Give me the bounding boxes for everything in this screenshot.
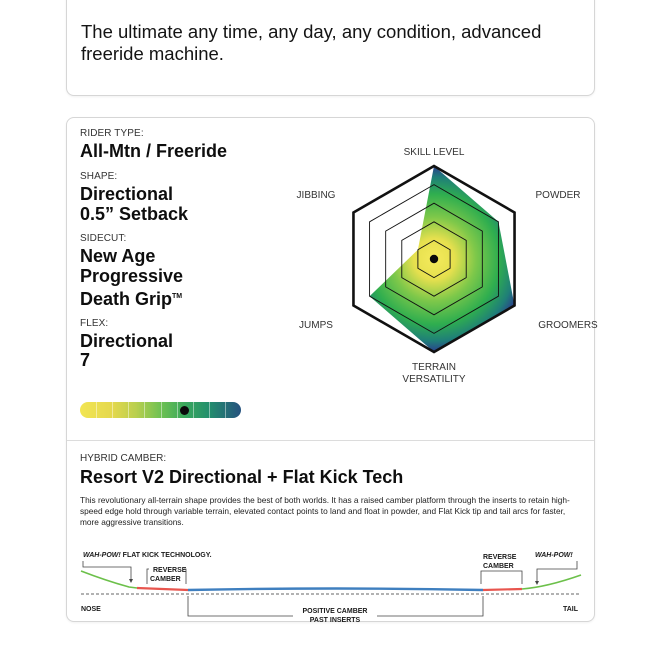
- camber-title: Resort V2 Directional + Flat Kick Tech: [80, 467, 404, 487]
- tagline-card: [66, 0, 595, 96]
- camber-label: HYBRID CAMBER:: [80, 453, 167, 464]
- radar-axis-label: TERRAIN: [412, 362, 456, 373]
- callout-arrow: [129, 579, 133, 583]
- reverse-camber-right-line2: CAMBER: [483, 563, 514, 570]
- radar-axis-label: JUMPS: [299, 320, 333, 331]
- reverse-camber-tail-segment: [483, 589, 522, 590]
- flex-scale-divider: [193, 402, 194, 418]
- positive-camber-line1: POSITIVE CAMBER: [302, 608, 368, 615]
- wah-pow-left-text: WAH-POW!: [83, 552, 121, 559]
- flex-label: FLEX:: [80, 318, 109, 329]
- ride-profile-radar-chart: [296, 138, 598, 388]
- flex-value-line2: 7: [80, 349, 91, 370]
- flex-scale-divider: [128, 402, 129, 418]
- positive-camber-segment: [188, 589, 483, 591]
- radar-axis-label: VERSATILITY: [402, 374, 466, 385]
- reverse-camber-right-line1: REVERSE: [483, 554, 517, 561]
- shape-value-line2: 0.5” Setback: [80, 204, 189, 224]
- sidecut-label: SIDECUT:: [80, 232, 127, 244]
- reverse-camber-left-line1: REVERSE: [153, 567, 187, 574]
- sidecut-value-line3: [80, 287, 300, 310]
- flat-kick-nose-segment: [81, 571, 137, 588]
- rider-type-label: RIDER TYPE:: [80, 128, 144, 139]
- camber-description: This revolutionary all-terrain shape provides the best of both worlds. It has a raised camber platform through the inserts to retain high-speed edge hold through variable terrain, elevated contact points to land and float in powder, and Flat Kick tip and tail arcs for faster, more aggressive transitions.: [80, 495, 570, 527]
- reverse-bracket-left-a: [147, 569, 149, 584]
- radar-axis-label: JIBBING: [296, 190, 336, 201]
- nose-label: NOSE: [81, 606, 101, 613]
- radar-axis-label: SKILL LEVEL: [403, 147, 465, 158]
- shape-label: SHAPE:: [80, 170, 118, 182]
- flex-rating-bar: [80, 402, 241, 418]
- reverse-camber-left-line2: CAMBER: [150, 576, 181, 583]
- camber-profile-diagram: [67, 543, 596, 623]
- flat-kick-callout-line: [83, 561, 131, 581]
- positive-camber-line2: PAST INSERTS: [309, 617, 361, 624]
- radar-axis-label: GROOMERS: [538, 320, 598, 331]
- flex-scale-divider: [209, 402, 210, 418]
- tail-label: TAIL: [563, 606, 579, 613]
- rider-type-value: All-Mtn / Freeride: [80, 141, 228, 161]
- reverse-camber-nose-segment: [137, 588, 188, 590]
- flex-scale-divider: [144, 402, 145, 418]
- flat-kick-tail-segment: [522, 575, 581, 589]
- section-divider: [67, 440, 594, 441]
- flex-scale-divider: [177, 402, 178, 418]
- flat-kick-text: FLAT KICK TECHNOLOGY.: [120, 552, 212, 559]
- positive-bracket-right: [377, 596, 483, 616]
- shape-value-line1: Directional: [80, 183, 174, 204]
- radar-data-area: [370, 166, 515, 352]
- tagline: The ultimate any time, any day, any condition, advanced freeride machine.: [81, 21, 542, 64]
- wah-pow-right-label: WAH-POW!: [535, 552, 573, 559]
- sidecut-value-line1: New Age: [80, 245, 156, 266]
- radar-axis-label: POWDER: [535, 190, 581, 201]
- wah-pow-left-label: [83, 552, 212, 559]
- wah-pow-right-callout-line: [537, 561, 577, 583]
- callout-arrow: [535, 581, 539, 585]
- sidecut-value-text: Death Grip: [80, 288, 173, 309]
- sidecut-value-line2: Progressive: [80, 266, 184, 286]
- flex-rating-marker: [180, 406, 189, 415]
- flex-scale-divider: [96, 402, 97, 418]
- positive-bracket-left: [188, 596, 293, 616]
- specs-card: [66, 117, 598, 624]
- spec-list: [80, 128, 300, 370]
- flex-scale-divider: [161, 402, 162, 418]
- flex-scale-divider: [225, 402, 226, 418]
- flex-scale-divider: [112, 402, 113, 418]
- reverse-bracket-right: [481, 571, 522, 584]
- radar-center-dot: [430, 255, 438, 263]
- flex-value-line1: Directional: [80, 331, 174, 351]
- trademark-mark: TM: [172, 292, 183, 300]
